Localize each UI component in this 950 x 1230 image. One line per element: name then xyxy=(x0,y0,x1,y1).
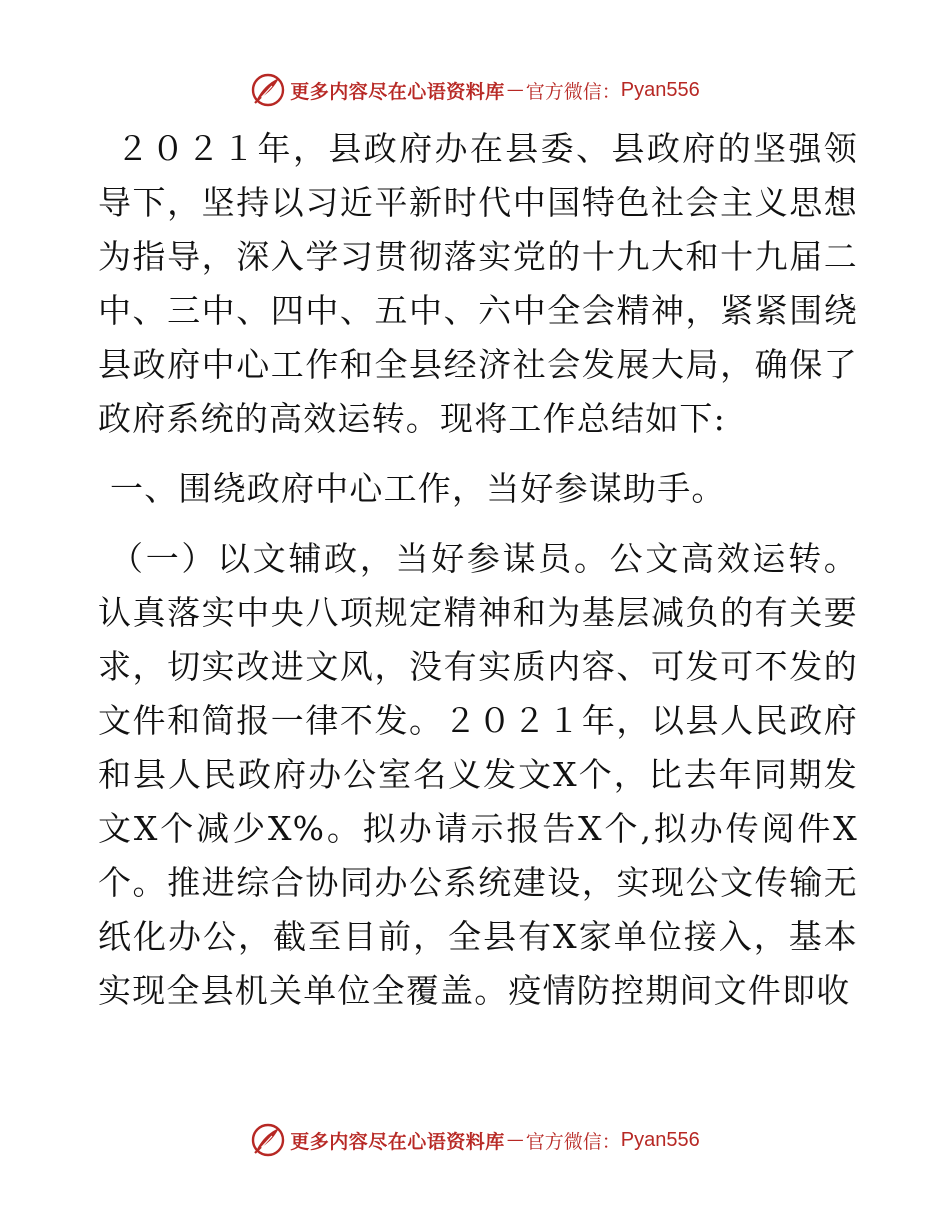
header-banner xyxy=(0,70,950,110)
footer-banner xyxy=(0,1120,950,1160)
banner-official-label: 官方微信： xyxy=(525,80,621,103)
banner-wechat-id: Pyan556 xyxy=(620,78,700,101)
banner-brand-text: 更多内容尽在心语资料库 xyxy=(290,80,505,103)
banner-official-label: 官方微信： xyxy=(525,1130,621,1153)
document-body xyxy=(98,122,858,1018)
banner-separator: — xyxy=(506,80,524,100)
feather-logo-icon xyxy=(250,72,286,108)
section-heading-1: 一、围绕政府中心工作，当好参谋助手。 xyxy=(110,469,726,508)
section-1-paragraph: （一）以文辅政，当好参谋员。公文高效运转。认真落实中央八项规定精神和为基层减负的有关要求，切实改进文风，没有实质内容、可发可不发的文件和简报一律不发。２０２１年，以县人民政府和县人民政府办公室名义发文X个，比去年同期发文X个减少X%。拟办请示报告X个,拟办传阅件X个。推进综合协同办公系统建设，实现公文传输无纸化办公，截至目前，全县有X家单位接入，基本实现全县机关单位全覆盖。疫情防控期间文件即收 xyxy=(98,539,858,1010)
banner-brand-text: 更多内容尽在心语资料库 xyxy=(290,1130,505,1153)
banner-separator: — xyxy=(506,1130,524,1150)
feather-logo-icon xyxy=(250,1122,286,1158)
banner-wechat-id: Pyan556 xyxy=(620,1128,700,1151)
intro-paragraph: ２０２１年，县政府办在县委、县政府的坚强领导下，坚持以习近平新时代中国特色社会主义思想为指导，深入学习贯彻落实党的十九大和十九届二中、三中、四中、五中、六中全会精神，紧紧围绕县政府中心工作和全县经济社会发展大局，确保了政府系统的高效运转。现将工作总结如下: xyxy=(98,129,858,438)
